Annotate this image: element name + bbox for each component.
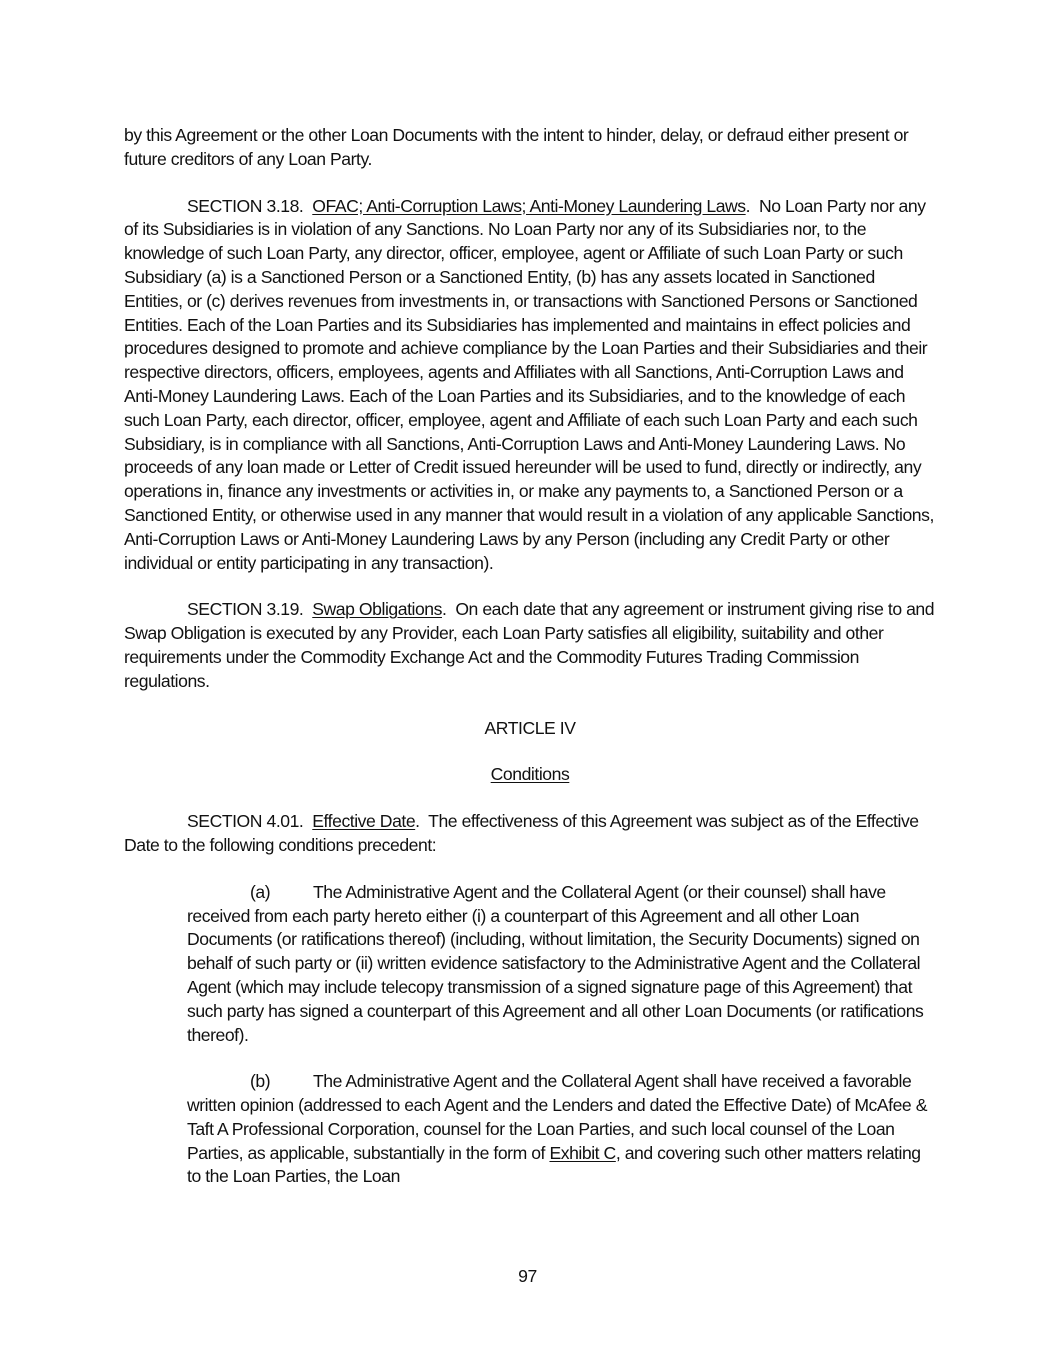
section-4-01: SECTION 4.01. Effective Date. The effectiveness of this Agreement was subject as of the Effective Date to the following conditions precedent:	[124, 811, 919, 855]
section-3-19-body: On each date that any agreement or instrument giving rise to and Swap Obligation is executed by any Provider, each Loan Party satisfies all eligibility, suitability and other requirements under the Commodity Exchange Act and the Commodity Futures Trading Commission regulations.	[124, 599, 935, 691]
clause-b-label: (b)	[250, 1071, 271, 1092]
section-4-01-heading: Effective Date	[312, 811, 416, 832]
section-3-19-heading: Swap Obligations	[312, 599, 442, 620]
clause-a-text: The Administrative Agent and the Collateral Agent (or their counsel) shall have received from each party hereto either (i) a counterpart of this Agreement and all other Loan Documents (or ratifications thereof) (including, without limitation, the Security Documents) signed on behalf of such party or (ii) written evidence satisfactory to the Administrative Agent and the Collateral Agent (which may include telecopy transmission of a signed signature page of this Agreement) that such party has signed a counterpart of this Agreement and all other Loan Documents (or ratifications thereof).	[187, 881, 924, 1045]
article-title	[124, 763, 936, 787]
section-3-18-body: No Loan Party nor any of its Subsidiaries is in violation of any Sanctions. No Loan Party nor any of its Subsidiaries nor, to the knowledge of such Loan Party, any director, officer, employee, agent or Affiliate of such Loan Party or such Subsidiary (a) is a Sanctioned Person or a Sanctioned Entity, (b) has any assets located in Sanctioned Entities, or (c) derives revenues from investments in, or transactions with Sanctioned Persons or Sanctioned Entities. Each of the Loan Parties and its Subsidiaries has implemented and maintains in effect policies and procedures designed to promote and achieve compliance by the Loan Parties and their Subsidiaries and their respective directors, officers, employees, agents and Affiliates with all Sanctions, Anti-Corruption Laws and Anti-Money Laundering Laws. Each of the Loan Parties and its Subsidiaries, and to the knowledge of each such Loan Party, each director, officer, employee, agent and Affiliate of each such Loan Party and each such Subsidiary, is in compliance with all Sanctions, Anti-Corruption Laws and Anti-Money Laundering Laws. No proceeds of any loan made or Letter of Credit issued hereunder will be used to fund, directly or indirectly, any operations in, finance any investments or activities in, or make any payments to, a Sanctioned Person or a Sanctioned Entity, or otherwise used in any manner that would result in a violation of any applicable Sanctions, Anti-Corruption Laws or Anti-Money Laundering Laws by any Person (including any Credit Party or other individual or entity participating in any transaction).	[124, 195, 934, 573]
clause-b-text-continued: , and covering such other matters relating to the Loan Parties, the Loan	[187, 1142, 921, 1187]
section-4-01-label: SECTION 4.01.	[187, 811, 304, 832]
clause-b	[187, 1070, 936, 1189]
article-title-text: Conditions	[490, 764, 570, 785]
carryover-paragraph	[124, 124, 936, 172]
exhibit-c-reference: Exhibit C	[549, 1142, 616, 1163]
article-number	[124, 717, 936, 741]
section-3-18-label: SECTION 3.18.	[187, 195, 304, 216]
clause-b-text: The Administrative Agent and the Collateral Agent shall have received a favorable written opinion (addressed to each Agent and the Lenders and dated the Effective Date) of McAfee & Taft A Professional Corporation, counsel for the Loan Parties, and such local counsel of the Loan Parties, as applicable, substantially in the form of	[187, 1071, 927, 1163]
section-3-18: SECTION 3.18. OFAC; Anti-Corruption Laws; Anti-Money Laundering Laws. No Loan Party nor any of its Subsidiaries is in violation of any Sanctions. No Loan Party nor any of its Subsidiaries nor, to the knowledge of such Loan Party, any director, officer, employee, agent or Affiliate of such Loan Party or such Subsidiary (a) is a Sanctioned Person or a Sanctioned Entity, (b) has any assets located in Sanctioned Entities, or (c) derives revenues from investments in, or transactions with Sanctioned Persons or Sanctioned Entities. Each of the Loan Parties and its Subsidiaries has implemented and maintains in effect policies and procedures designed to promote and achieve compliance by the Loan Parties and their Subsidiaries and their respective directors, officers, employees, agents and Affiliates with all Sanctions, Anti-Corruption Laws and Anti-Money Laundering Laws. Each of the Loan Parties and its Subsidiaries, and to the knowledge of each such Loan Party, each director, officer, employee, agent and Affiliate of each such Loan Party and each such Subsidiary, is in compliance with all Sanctions, Anti-Corruption Laws and Anti-Money Laundering Laws. No proceeds of any loan made or Letter of Credit issued hereunder will be used to fund, directly or indirectly, any operations in, finance any investments or activities in, or make any payments to, a Sanctioned Person or a Sanctioned Entity, or otherwise used in any manner that would result in a violation of any applicable Sanctions, Anti-Corruption Laws or Anti-Money Laundering Laws by any Person (including any Credit Party or other individual or entity participating in any transaction).	[124, 195, 934, 573]
article-number-text: ARTICLE IV	[484, 717, 576, 738]
clause-a-label: (a)	[250, 881, 271, 902]
section-3-19-label: SECTION 3.19.	[187, 599, 304, 620]
section-4-01-body: The effectiveness of this Agreement was subject as of the Effective Date to the following conditions precedent:	[124, 811, 919, 855]
section-3-19: SECTION 3.19. Swap Obligations. On each date that any agreement or instrument giving rise to and Swap Obligation is executed by any Provider, each Loan Party satisfies all eligibility, suitability and other requirements under the Commodity Exchange Act and the Commodity Futures Trading Commission regulations.	[124, 599, 935, 691]
carryover-text: by this Agreement or the other Loan Documents with the intent to hinder, delay, or defraud either present or future creditors of any Loan Party.	[124, 125, 909, 169]
section-3-18-heading: OFAC; Anti-Corruption Laws; Anti-Money Laundering Laws	[312, 195, 746, 216]
document-body	[124, 124, 936, 1189]
clause-a	[187, 881, 936, 1048]
page-number: 97	[518, 1266, 537, 1286]
